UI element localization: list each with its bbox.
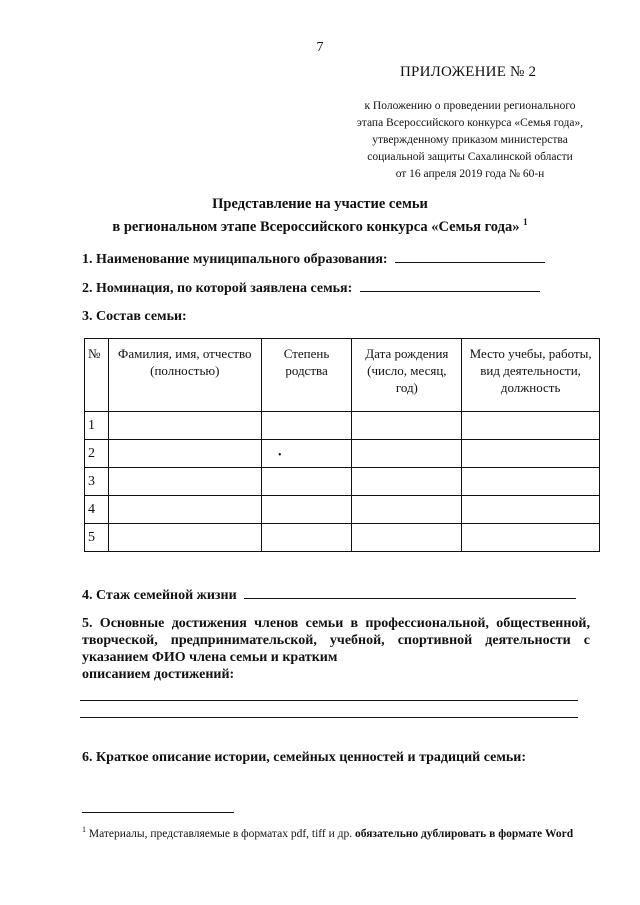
title-line-2-text: в региональном этапе Всероссийского конкурса «Семья года» — [112, 218, 520, 235]
cell-full-name[interactable] — [108, 440, 261, 468]
appendix-line: к Положению о проведении регионального — [364, 100, 576, 112]
family-composition-table — [84, 338, 600, 552]
appendix-line: от 16 апреля 2019 года № 60-н — [395, 168, 545, 180]
footnote-divider — [82, 812, 234, 813]
footnote — [82, 822, 582, 842]
section-3: 3. Состав семьи: — [82, 309, 187, 324]
cell-full-name[interactable] — [108, 496, 261, 524]
appendix-line: социальной защиты Сахалинской области — [367, 151, 573, 163]
cell-relation[interactable] — [261, 440, 352, 468]
cell-occupation[interactable] — [462, 412, 600, 440]
section-1 — [82, 250, 545, 268]
header-number: № — [85, 339, 109, 412]
row-number: 5 — [85, 524, 109, 552]
stray-dot: • — [278, 450, 282, 461]
cell-occupation[interactable] — [462, 524, 600, 552]
row-number: 1 — [85, 412, 109, 440]
section-2 — [82, 279, 540, 297]
section-4 — [82, 586, 576, 604]
table-row — [85, 412, 600, 440]
footnote-text: Материалы, представляемые в форматах pdf, tiff и др. — [86, 827, 355, 840]
title-line-2 — [60, 213, 580, 236]
table-header-row — [85, 339, 600, 412]
appendix-reference — [340, 98, 600, 183]
cell-occupation[interactable] — [462, 440, 600, 468]
family-experience-field[interactable] — [244, 586, 576, 599]
footnote-mark: 1 — [523, 217, 528, 227]
header-occupation: Место учебы, работы, вид деятельности, должность — [462, 339, 600, 412]
footnote-emphasis: обязательно дублировать в формате Word — [355, 827, 574, 840]
row-number: 3 — [85, 468, 109, 496]
table-row — [85, 468, 600, 496]
cell-birth-date[interactable] — [352, 468, 462, 496]
achievements-line-2[interactable] — [80, 717, 578, 718]
cell-occupation[interactable] — [462, 496, 600, 524]
cell-birth-date[interactable] — [352, 440, 462, 468]
cell-occupation[interactable] — [462, 468, 600, 496]
appendix-title: ПРИЛОЖЕНИЕ № 2 — [400, 64, 537, 80]
section-5-text: 5. Основные достижения членов семьи в профессиональной, общественной, творческой, предпринимательской, учебной, спортивной деятельности с указанием ФИО члена семьи и кратким — [82, 616, 590, 665]
achievements-line-1[interactable] — [80, 700, 578, 701]
cell-birth-date[interactable] — [352, 412, 462, 440]
cell-relation[interactable] — [261, 468, 352, 496]
page-number: 7 — [316, 40, 324, 55]
row-number: 2 — [85, 440, 109, 468]
municipality-field[interactable] — [395, 250, 545, 263]
section-2-label: 2. Номинация, по которой заявлена семья: — [82, 281, 353, 296]
header-birth-date: Дата рождения (число, месяц, год) — [352, 339, 462, 412]
appendix-line: этапа Всероссийского конкурса «Семья года», — [356, 117, 584, 129]
cell-full-name[interactable] — [108, 468, 261, 496]
cell-birth-date[interactable] — [352, 496, 462, 524]
row-number: 4 — [85, 496, 109, 524]
cell-relation[interactable] — [261, 412, 352, 440]
cell-relation[interactable] — [261, 524, 352, 552]
header-full-name: Фамилия, имя, отчество (полностью) — [108, 339, 261, 412]
cell-relation[interactable] — [261, 496, 352, 524]
section-5-text-end: описанием достижений: — [82, 667, 235, 682]
header-relation: Степень родства — [261, 339, 352, 412]
section-5 — [82, 615, 590, 683]
section-1-label: 1. Наименование муниципального образования: — [82, 252, 388, 267]
table-row — [85, 496, 600, 524]
title-line-1: Представление на участие семьи — [212, 196, 428, 212]
nomination-field[interactable] — [360, 279, 540, 292]
section-6: 6. Краткое описание истории, семейных ценностей и традиций семьи: — [82, 750, 527, 765]
appendix-line: утвержденному приказом министерства — [372, 134, 568, 146]
section-4-label: 4. Стаж семейной жизни — [82, 588, 237, 603]
table-row — [85, 524, 600, 552]
cell-full-name[interactable] — [108, 412, 261, 440]
document-title — [60, 195, 580, 236]
table-row — [85, 440, 600, 468]
cell-birth-date[interactable] — [352, 524, 462, 552]
footnote-number: 1 — [82, 825, 86, 834]
cell-full-name[interactable] — [108, 524, 261, 552]
